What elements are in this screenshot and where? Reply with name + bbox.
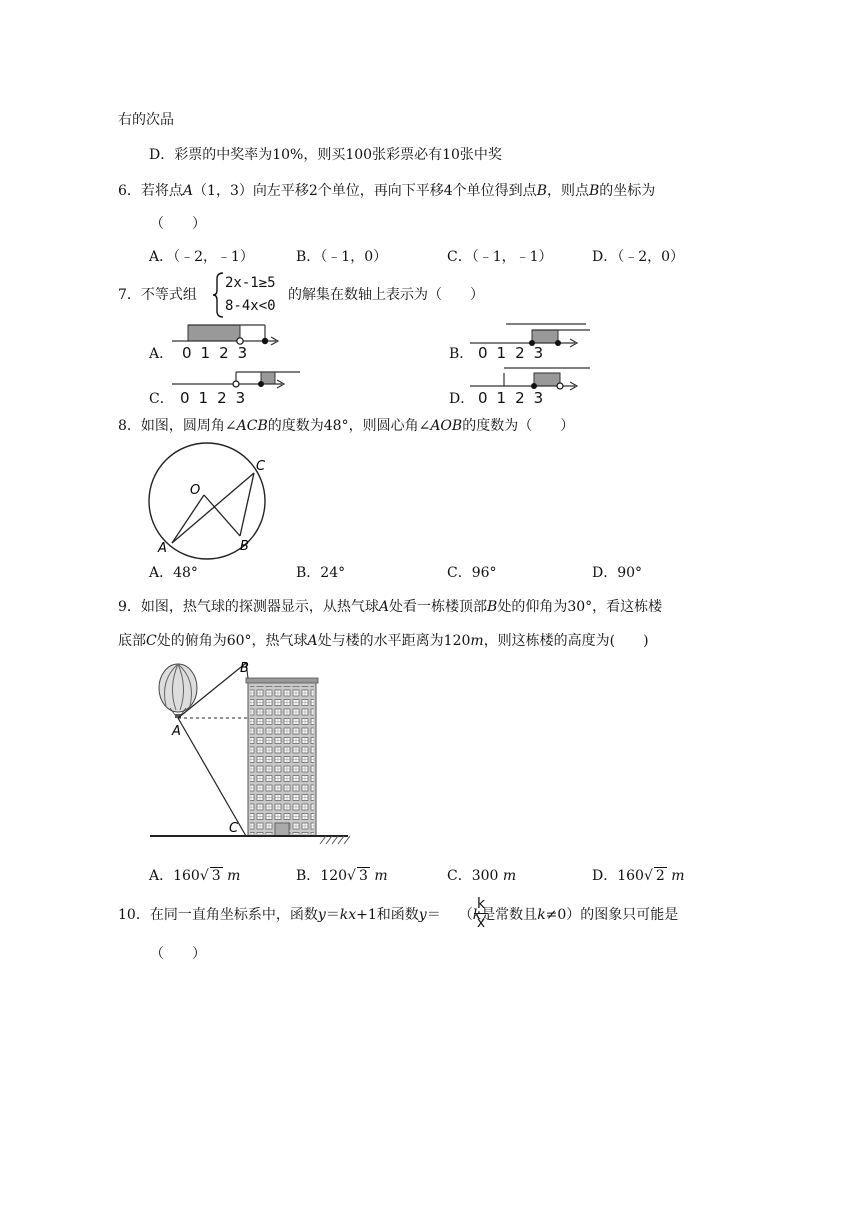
q8-label-o: O [190, 483, 201, 498]
q6-answer-paren: （ ） [150, 216, 206, 232]
q7-stem-a: 7．不等式组 [118, 287, 197, 303]
q7-ticks-a: 0123 [182, 344, 257, 362]
q8-label-b: B [240, 539, 249, 554]
q10-fraction-numerator: k [474, 897, 488, 914]
q9-label-a: A [172, 724, 181, 739]
q7-ineq-2: 8-4x<0 [225, 298, 276, 314]
q6-option-d[interactable]: D．（﹣2，0） [592, 249, 685, 265]
prev-question-option-d: D．彩票的中奖率为10%，则买100张彩票必有10张中奖 [149, 147, 502, 163]
q8-option-c[interactable]: C．96° [447, 565, 497, 581]
q7-inequality-system [213, 272, 287, 318]
q7-option-a-label[interactable]: A． [149, 346, 174, 362]
q8-label-c: C [256, 459, 266, 474]
q10-stem: 10．在同一直角坐标系中，函数y＝kx+1和函数y＝ （k是常数且k≠0）的图象只可能是 [118, 907, 679, 923]
q7-brace-icon [213, 272, 225, 318]
q8-label-a: A [158, 541, 167, 556]
q9-option-d[interactable]: D．160√ 2 m [592, 868, 685, 884]
q8-circle-figure [142, 440, 272, 560]
q7-ineq-1: 2x-1≥5 [225, 275, 276, 291]
q8-option-a[interactable]: A．48° [149, 565, 198, 581]
q8-option-b[interactable]: B．24° [296, 565, 346, 581]
q9-option-c[interactable]: C．300 m [447, 868, 517, 884]
q7-option-b-label[interactable]: B． [449, 346, 474, 362]
q7-ticks-c: 0123 [180, 389, 255, 407]
q10-fraction [474, 897, 488, 930]
q7-ticks-d: 0123 [478, 389, 553, 407]
q7-option-c-label[interactable]: C． [149, 391, 174, 407]
q9-balloon-building-figure [148, 660, 358, 850]
q9-stem-line-2: 底部C处的俯角为60°，热气球A处与楼的水平距离为120m，则这栋楼的高度为( ) [118, 633, 649, 649]
q8-option-d[interactable]: D．90° [592, 565, 643, 581]
q10-answer-paren: （ ） [150, 946, 206, 962]
q6-option-a[interactable]: A．（﹣2，﹣1） [149, 249, 254, 265]
q6-option-b[interactable]: B．（﹣1，0） [296, 249, 388, 265]
prev-question-tail: 右的次品 [118, 112, 174, 128]
q6-option-c[interactable]: C．（﹣1，﹣1） [447, 249, 553, 265]
q9-stem-line-1: 9．如图，热气球的探测器显示，从热气球A处看一栋楼顶部B处的仰角为30°，看这栋楼 [118, 599, 663, 615]
q7-ticks-b: 0123 [478, 344, 553, 362]
q6-stem: 6．若将点A（1，3）向左平移2个单位，再向下平移4个单位得到点B，则点B的坐标为 [118, 183, 656, 199]
q7-stem-b: 的解集在数轴上表示为（ ） [288, 287, 484, 303]
q9-label-c: C [229, 821, 239, 836]
q7-option-d-label[interactable]: D． [449, 391, 475, 407]
q9-label-b: B [240, 661, 249, 676]
q8-stem: 8．如图，圆周角∠ACB的度数为48°，则圆心角∠AOB的度数为（ ） [118, 418, 575, 434]
q9-option-b[interactable]: B．120√ 3 m [296, 868, 388, 884]
q10-fraction-denominator: x [476, 915, 486, 931]
q9-option-a[interactable]: A．160√ 3 m [149, 868, 241, 884]
